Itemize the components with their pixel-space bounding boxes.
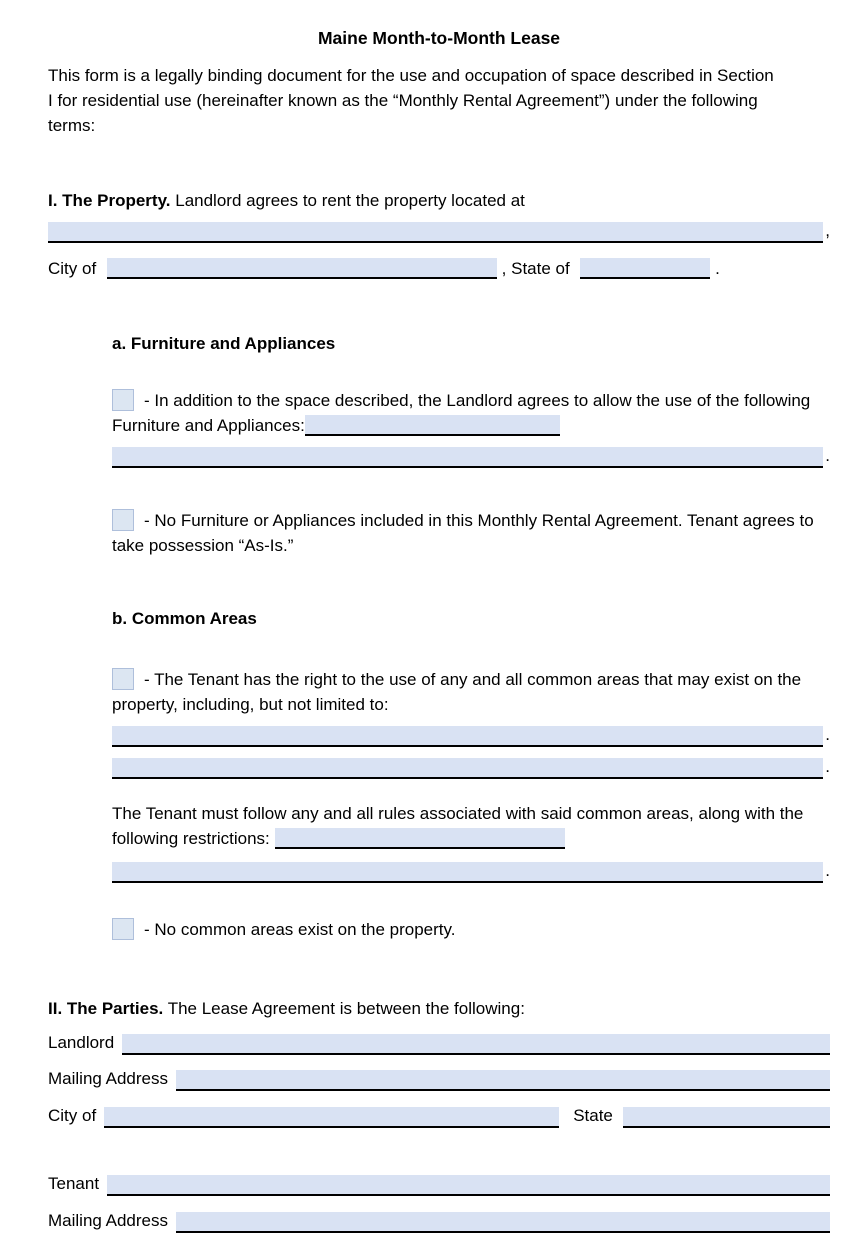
- address-comma-suffix: ,: [825, 221, 830, 240]
- tenant-row: [48, 1171, 830, 1196]
- tenant-name-field[interactable]: [107, 1175, 830, 1196]
- city-state-period: .: [715, 259, 720, 278]
- furniture-list-field-line[interactable]: [112, 447, 823, 468]
- section-1-text: Landlord agrees to rent the property located at: [175, 191, 525, 210]
- common-areas-field-line-2[interactable]: [112, 758, 823, 779]
- restrictions-field-inline[interactable]: [275, 828, 565, 849]
- common-areas-line-1-period: .: [825, 725, 830, 744]
- section-2-text: The Lease Agreement is between the following:: [167, 999, 525, 1018]
- landlord-mailing-row: [48, 1066, 830, 1091]
- tenant-mailing-field[interactable]: [176, 1212, 830, 1233]
- furniture-option-1: [112, 388, 830, 438]
- furniture-option-1-text: - In addition to the space described, the Landlord agrees to allow the use of the following Furniture and Appliances:: [112, 391, 811, 435]
- intro-paragraph: This form is a legally binding document for the use and occupation of space described in Section I for residential use (hereinafter known as the “Monthly Rental Agreement”) under the following terms:: [48, 66, 774, 135]
- city-field[interactable]: [107, 258, 497, 279]
- common-areas-heading: b. Common Areas: [112, 609, 257, 628]
- furniture-include-checkbox[interactable]: [112, 389, 134, 411]
- city-of-label: City of: [48, 259, 97, 278]
- tenant-mailing-label: Mailing Address: [48, 1211, 169, 1230]
- common-areas-checkbox[interactable]: [112, 668, 134, 690]
- landlord-city-field[interactable]: [104, 1107, 559, 1128]
- no-common-areas-checkbox[interactable]: [112, 918, 134, 940]
- furniture-list-row: [112, 443, 830, 468]
- landlord-label: Landlord: [48, 1033, 115, 1052]
- common-areas-option-1: [112, 667, 830, 717]
- rules-paragraph: [112, 801, 830, 851]
- common-areas-option-2: [112, 917, 830, 942]
- landlord-city-state-row: [48, 1103, 830, 1128]
- city-state-row: [48, 256, 830, 281]
- landlord-row: [48, 1030, 830, 1055]
- furniture-none-checkbox[interactable]: [112, 509, 134, 531]
- restrictions-line-row: [112, 858, 830, 883]
- tenant-label: Tenant: [48, 1174, 100, 1193]
- common-areas-option-1-text: - The Tenant has the right to the use of any and all common areas that may exist on the property, including, but not limited to:: [112, 670, 802, 714]
- furniture-option-2-text: - No Furniture or Appliances included in this Monthly Rental Agreement. Tenant agrees to take possession “As-Is.”: [112, 511, 814, 555]
- landlord-name-field[interactable]: [122, 1034, 830, 1055]
- restrictions-period: .: [825, 861, 830, 880]
- state-of-label: , State of: [501, 259, 570, 278]
- property-address-field[interactable]: [48, 222, 823, 243]
- landlord-mailing-field[interactable]: [176, 1070, 830, 1091]
- no-common-areas-text: - No common areas exist on the property.: [144, 920, 456, 939]
- tenant-mailing-row: [48, 1208, 830, 1233]
- common-areas-line-2-period: .: [825, 757, 830, 776]
- section-1-label: I. The Property.: [48, 191, 171, 210]
- section-2-heading: [48, 996, 830, 1021]
- city-of-label-2: City of: [48, 1106, 97, 1125]
- mailing-address-label: Mailing Address: [48, 1069, 169, 1088]
- restrictions-field-line[interactable]: [112, 862, 823, 883]
- state-field[interactable]: [580, 258, 710, 279]
- landlord-state-field[interactable]: [623, 1107, 830, 1128]
- furniture-list-field-inline[interactable]: [305, 415, 560, 436]
- furniture-list-period: .: [825, 446, 830, 465]
- section-1-heading: [48, 188, 830, 213]
- common-areas-field-line-1[interactable]: [112, 726, 823, 747]
- common-areas-line-2-row: [112, 754, 830, 779]
- furniture-heading: a. Furniture and Appliances: [112, 334, 336, 353]
- document-title: Maine Month-to-Month Lease: [317, 28, 561, 48]
- state-label: State: [573, 1106, 613, 1125]
- property-address-row: [48, 218, 830, 243]
- furniture-option-2: [112, 508, 830, 558]
- section-2-label: II. The Parties.: [48, 999, 164, 1018]
- rules-text: The Tenant must follow any and all rules associated with said common areas, along with the following restrictions:: [112, 804, 804, 848]
- common-areas-line-1-row: [112, 722, 830, 747]
